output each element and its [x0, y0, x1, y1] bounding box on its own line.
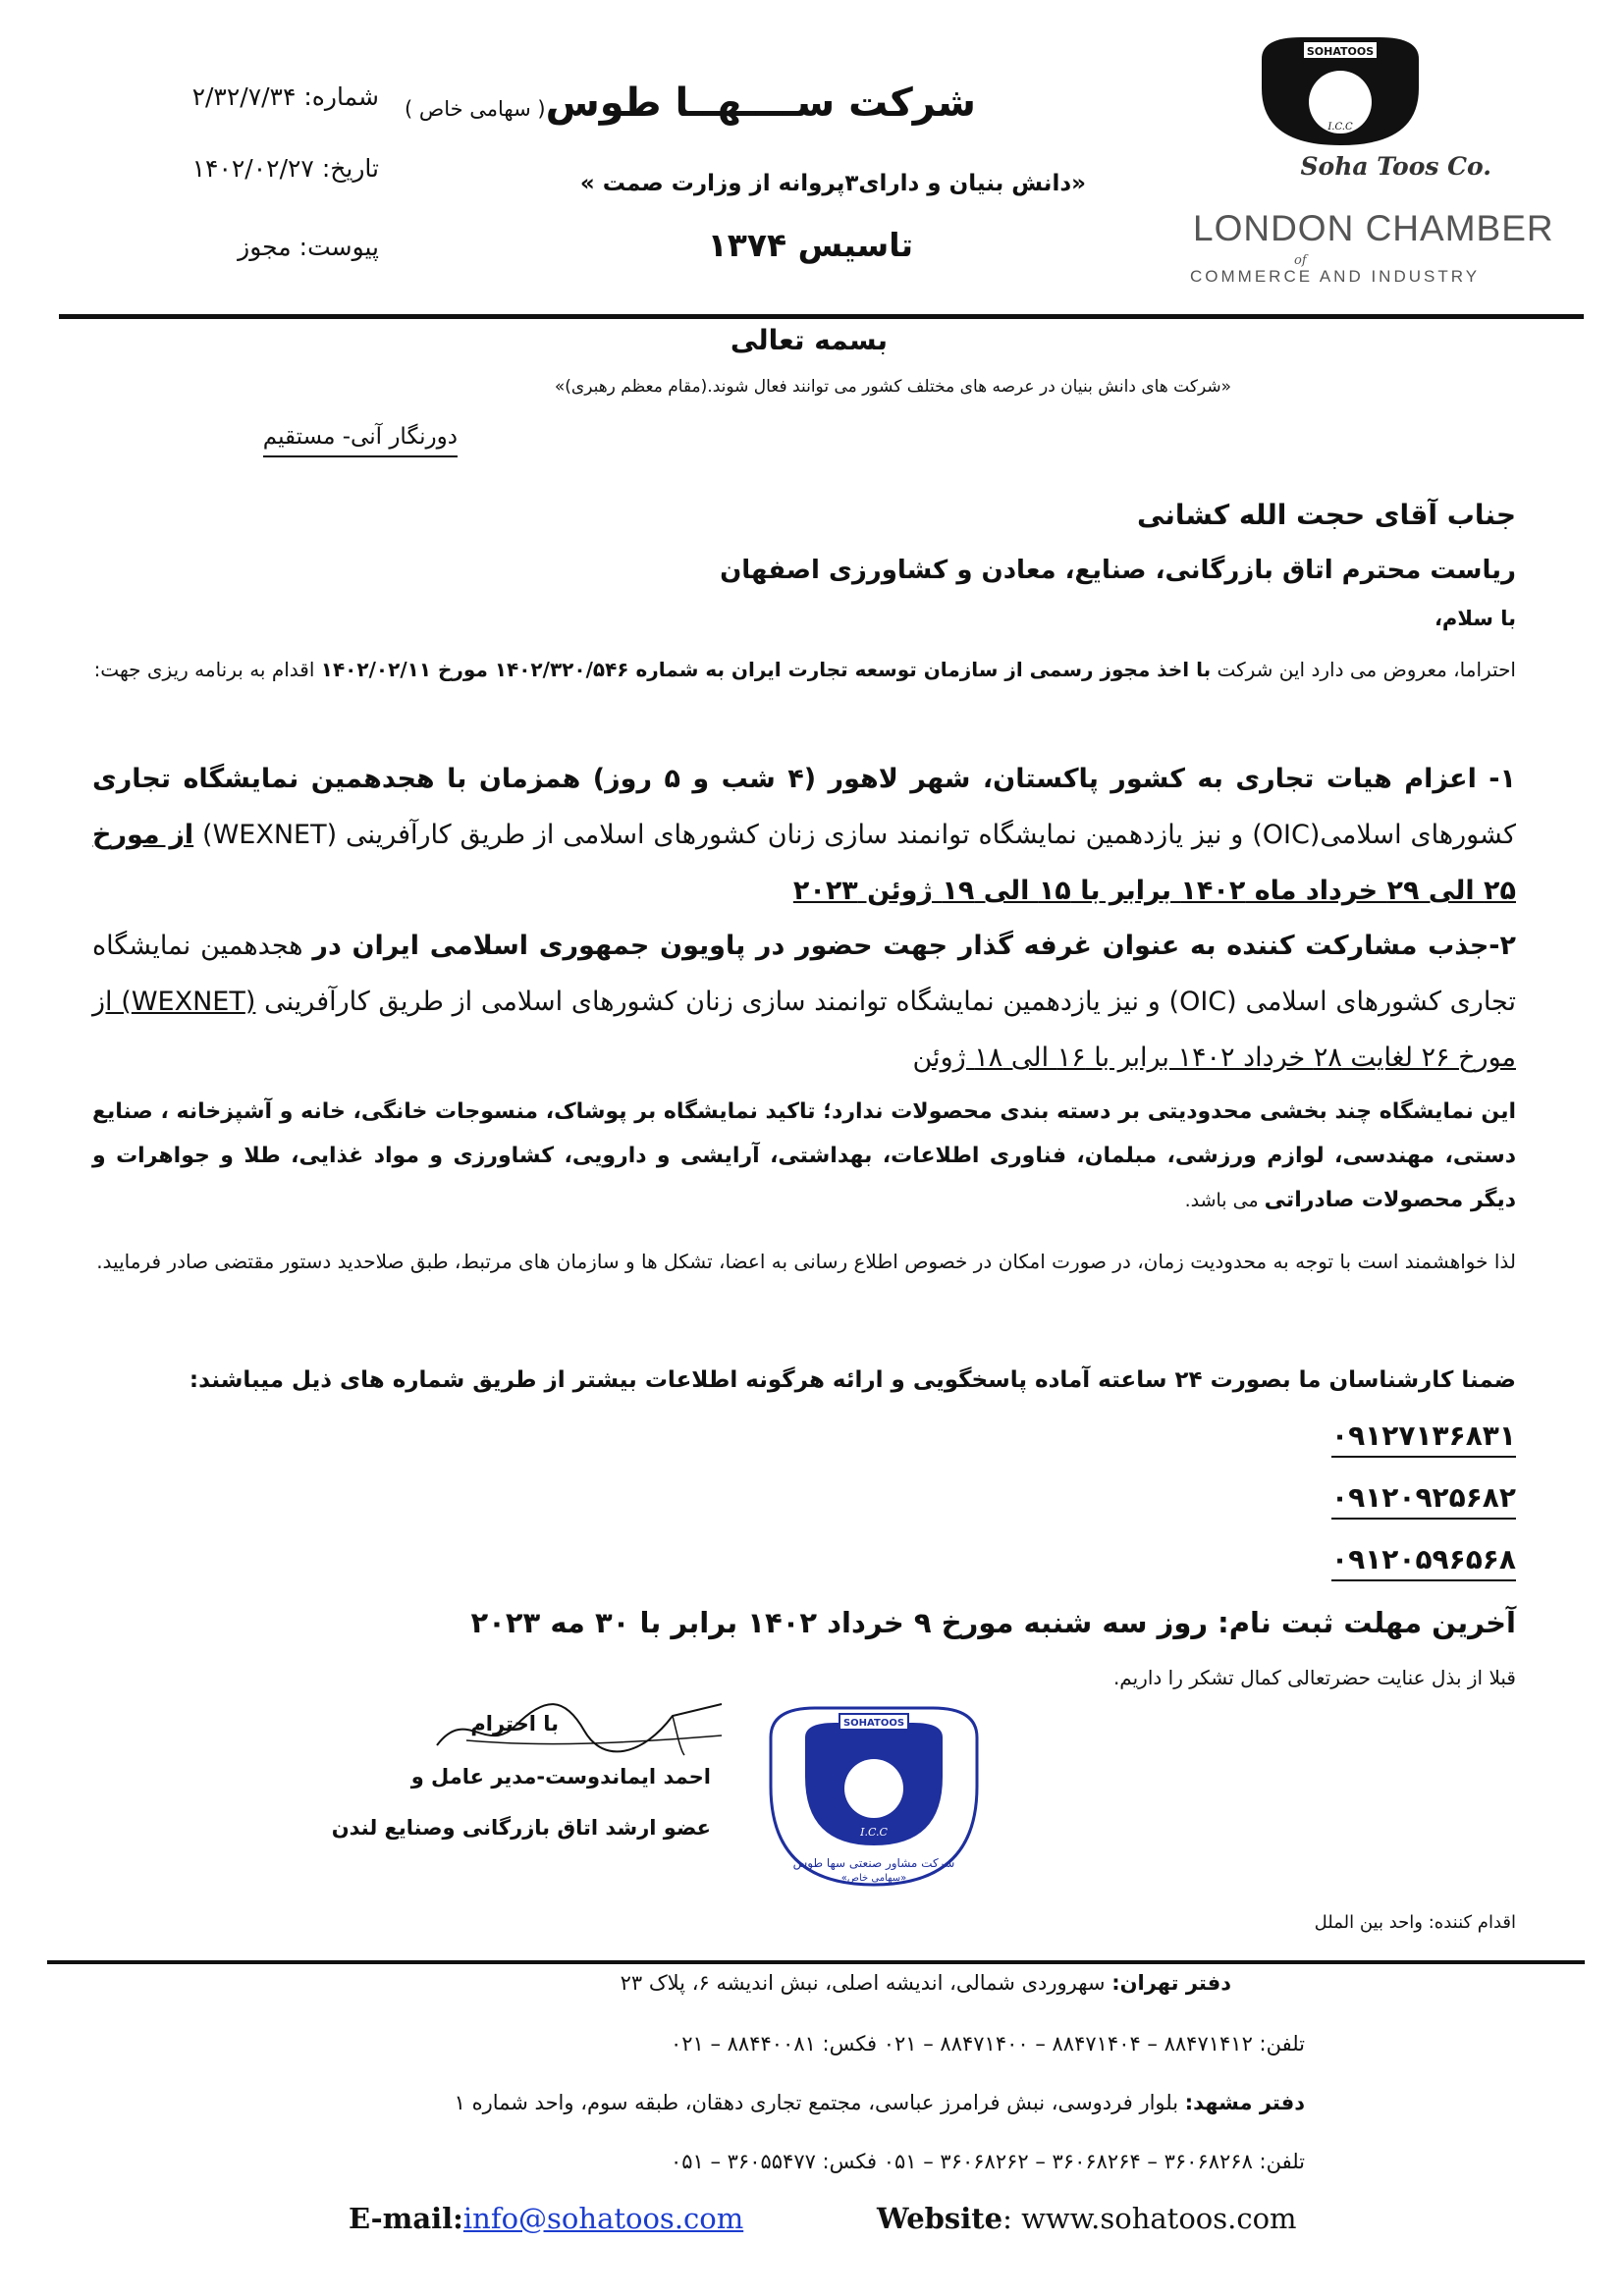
logo-english-name: Soha Toos Co. [1300, 152, 1491, 181]
lcci-of: of [1294, 253, 1307, 268]
signatory-membership: عضو ارشد اتاق بازرگانی وصنایع لندن [331, 1816, 711, 1840]
exhibition-categories: این نمایشگاه چند بخشی محدودیتی بر دسته بندی محصولات ندارد؛ تاکید نمایشگاه بر پوشاک، منسوجات خانگی، خانه و آشپزخانه ، صنایع دستی، مهندسی، لوازم ورزشی، مبلمان، فناوری اطلاعات، بهداشتی، آرایشی و دارویی، کشاورزی و مواد غذایی، طلا و جواهرات و دیگر محصولات صادراتی [92, 1099, 1516, 1212]
signatory-name: احمد ایماندوست-مدیر عامل و [410, 1765, 711, 1789]
lcci-line-2: COMMERCE AND INDUSTRY [1190, 267, 1481, 286]
mashhad-address-text: بلوار فردوسی، نبش فرامرز عباسی، مجتمع تجاری دهقان، طبقه سوم، واحد شماره ۱ [454, 2091, 1185, 2114]
email-link[interactable]: info@sohatoos.com [462, 2202, 744, 2235]
company-name [405, 80, 976, 126]
mashhad-office-phones: تلفن: ۳۶۰۶۸۲۶۸ – ۳۶۰۶۸۲۶۴ – ۳۶۰۶۸۲۶۲ – ۰۵۱ فکس: ۳۶۰۵۵۴۷۷ – ۰۵۱ [670, 2150, 1305, 2173]
date-value: ۱۴۰۲/۰۲/۲۷ [191, 154, 314, 183]
attachment-label: پیوست: [298, 233, 379, 261]
mashhad-office-label: دفتر مشهد: [1184, 2091, 1305, 2114]
phone-number: ۰۹۱۲۰۵۹۶۵۶۸ [1331, 1543, 1516, 1581]
date-label: تاریخ: [321, 154, 379, 183]
recipient-position: ریاست محترم اتاق بازرگانی، صنایع، معادن و کشاورزی اصفهان [720, 556, 1516, 585]
intro-permit: با اخذ مجوز رسمی از سازمان توسعه تجارت ایران به شماره ۱۴۰۲/۳۲۰/۵۴۶ مورخ ۱۴۰۲/۰۲/۱۱ [320, 658, 1212, 681]
website-url[interactable]: : www.sohatoos.com [1002, 2202, 1297, 2235]
letter-attachment [238, 233, 379, 261]
leader-quote: «شرکت های دانش بنیان در عرصه های مختلف کشور می توانند فعال شوند.(مقام معظم رهبری)» [554, 377, 1231, 397]
header-rule [59, 314, 1584, 319]
logo-circle-text: I.C.C [1327, 122, 1353, 133]
intro-text-a: احتراما، معروض می دارد این شرکت [1211, 658, 1516, 681]
item-2-paragraph [92, 918, 1516, 1086]
website-label: Website [877, 2202, 1003, 2235]
company-type: ( سهامی خاص ) [404, 97, 546, 121]
phone-number: ۰۹۱۲۷۱۳۶۸۳۱ [1331, 1419, 1516, 1458]
intro-text-c: اقدام به برنامه ریزی جهت: [93, 658, 321, 681]
stamp-ring-text: شرکت مشاور صنعتی سها طوس [792, 1856, 955, 1870]
knowledge-based-line: «دانش بنیان و دارای۳پروانه از وزارت صمت » [579, 171, 1086, 196]
tehran-office-phones: تلفن: ۸۸۴۷۱۴۱۲ – ۸۸۴۷۱۴۰۴ – ۸۸۴۷۱۴۰۰ – ۰۲۱ فکس: ۸۸۴۴۰۰۸۱ – ۰۲۱ [670, 2032, 1305, 2056]
founded-year: تاسیس ۱۳۷۴ [707, 226, 913, 264]
request-paragraph: لذا خواهشمند است با توجه به محدودیت زمان، در صورت امکان در خصوص اطلاع رسانی به اعضا، تشکل ها و سازمان های مرتبط، طبق صلاحدید دستور مقتضی صادر فرمایید. [96, 1250, 1516, 1273]
transmission-method: دورنگار آنی- مستقیم [263, 424, 458, 457]
stamp-bottom-text: «سهامی خاص» [840, 1873, 907, 1884]
mashhad-office-address [455, 2091, 1305, 2114]
letter-date [192, 154, 379, 183]
number-label: شماره: [303, 82, 379, 111]
item-1-text: کشورهای اسلامی(OIC) و نیز یازدهمین نمایشگاه توانمند سازی زنان کشورهای اسلامی از طریق کارآفرینی (WEXNET) [193, 820, 1516, 850]
email-line [349, 2202, 743, 2235]
item-2-title: ۲-جذب مشارکت کننده به عنوان غرفه گذار جهت حضور در پاویون جمهوری اسلامی ایران در [312, 931, 1516, 961]
registration-deadline: آخرین مهلت ثبت نام: روز سه شنبه مورخ ۹ خرداد ۱۴۰۲ برابر با ۳۰ مه ۲۰۲۳ [470, 1606, 1516, 1639]
company-logo [1242, 29, 1438, 152]
thanks-line: قبلا از بذل عنایت حضرتعالی کمال تشکر را داریم. [1112, 1666, 1516, 1689]
lcci-line-1: LONDON CHAMBER [1193, 208, 1554, 248]
stamp-circle-text: I.C.C [860, 1826, 888, 1839]
basmala: بسمه تعالی [730, 324, 888, 356]
item-2-dates: (WEXNET) از مورخ ۲۶ لغایت ۲۸ خرداد ۱۴۰۲ برابر با ۱۶ الی ۱۸ ژوئن [92, 987, 1516, 1073]
intro-paragraph [92, 650, 1516, 689]
exhibition-note-end: می باشد. [1184, 1190, 1265, 1211]
phone-number: ۰۹۱۲۰۹۲۵۶۸۲ [1331, 1481, 1516, 1520]
item-1-dates: از مورخ ۲۵ الی ۲۹ خرداد ماه ۱۴۰۲ برابر با ۱۵ الی ۱۹ ژوئن ۲۰۲۳ [92, 820, 1516, 906]
footer-rule [47, 1960, 1585, 1964]
tehran-office-label: دفتر تهران: [1111, 1971, 1231, 1995]
recipient-name: جناب آقای حجت الله کشانی [1136, 499, 1516, 531]
exhibition-note [92, 1090, 1516, 1223]
signature-regards: با احترام [470, 1712, 559, 1735]
action-unit: اقدام کننده: واحد بین الملل [1314, 1912, 1516, 1933]
attachment-value: مجوز [238, 233, 292, 261]
company-stamp [756, 1698, 992, 1895]
letter-number [192, 82, 379, 111]
tehran-address-text: سهروردی شمالی، اندیشه اصلی، نبش اندیشه ۶، پلاک ۲۳ [620, 1971, 1112, 1995]
logo-top-text: SOHATOOS [1306, 45, 1375, 58]
item-1-paragraph [92, 751, 1516, 919]
experts-line: ضمنا کارشناسان ما بصورت ۲۴ ساعته آماده پاسخگویی و ارائه هرگونه اطلاعات بیشتر از طریق شماره های ذیل میباشند: [189, 1367, 1516, 1393]
item-1-title: ۱- اعزام هیات تجاری به کشور پاکستان، شهر لاهور (۴ شب و ۵ روز) همزمان با هجدهمین نمایشگاه تجاری [92, 764, 1516, 794]
email-label: E-mail: [349, 2202, 463, 2235]
stamp-top-text: SOHATOOS [842, 1718, 905, 1729]
number-value: ۲/۳۲/۷/۳۴ [191, 82, 297, 111]
item-2-text: هجدهمین نمایشگاه تجاری کشورهای اسلامی (OIC) و نیز یازدهمین نمایشگاه توانمند سازی زنان کشورهای اسلامی از طریق کارآفرینی [92, 931, 1517, 1017]
greeting: با سلام، [1434, 607, 1516, 630]
company-name-main: شرکت ســــهــا طوس [545, 80, 976, 126]
tehran-office-address [621, 1971, 1231, 1995]
website-line [877, 2202, 1297, 2235]
